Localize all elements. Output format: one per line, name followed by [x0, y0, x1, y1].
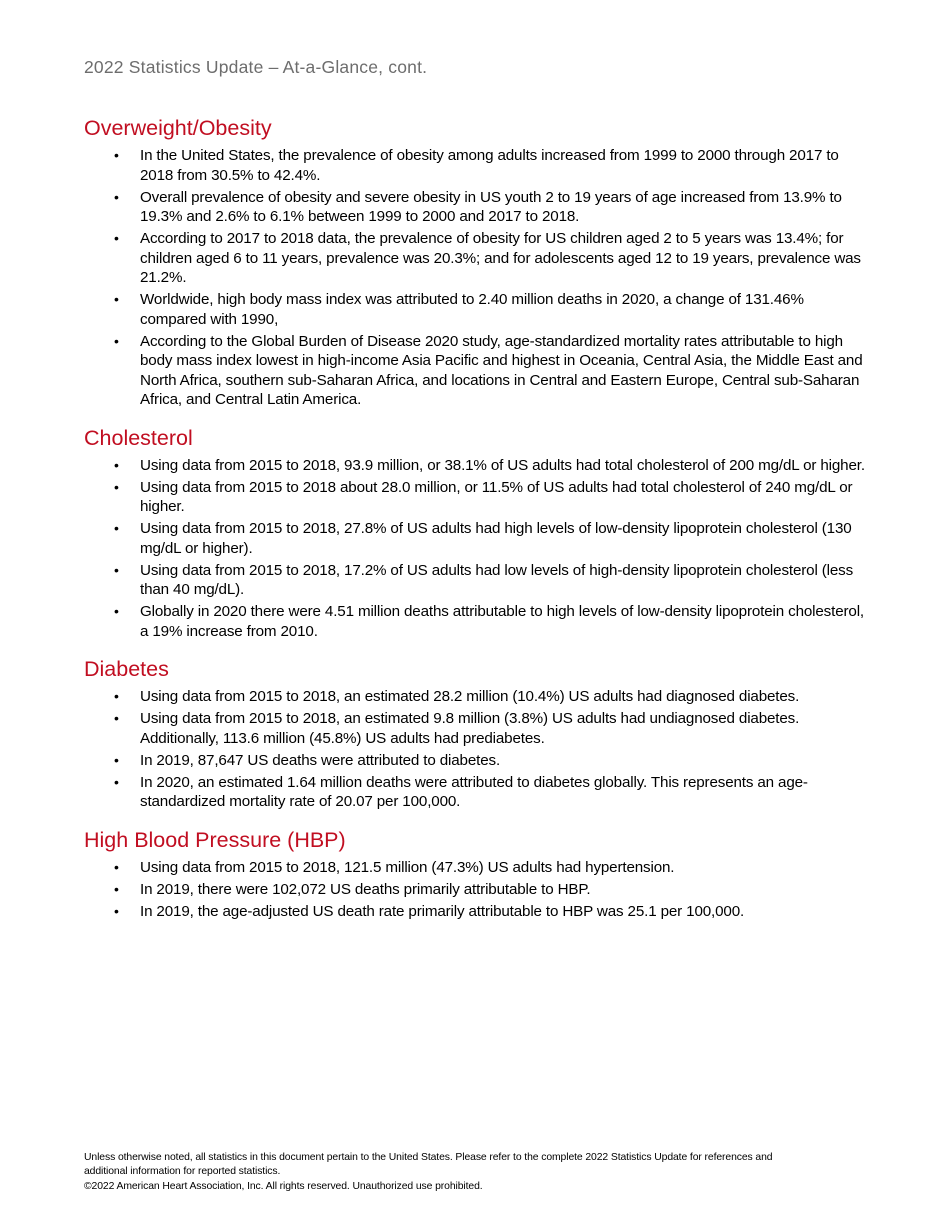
- list-item-text: According to the Global Burden of Disease 2020 study, age-standardized mortality rates attributable to high body mass index lowest in high-income Asia Pacific and highest in Oceania, Central Asia, the Middle East and North Africa, southern sub-Saharan Africa, and locations in Central and Eastern Europe, Central sub-Saharan Africa, and Central Latin America.: [140, 332, 863, 408]
- list-item-text: In 2020, an estimated 1.64 million deaths were attributed to diabetes globally. This represents an age-standardized mortality rate of 20.07 per 100,000.: [140, 773, 808, 810]
- bullet-icon: •: [114, 291, 119, 307]
- copyright-notice: ©2022 American Heart Association, Inc. All rights reserved. Unauthorized use prohibited.: [84, 1180, 483, 1192]
- list-item: [84, 229, 874, 288]
- list-item: [84, 456, 874, 476]
- bullet-icon: •: [114, 561, 119, 578]
- list-item: [84, 519, 874, 558]
- list-item-text: Worldwide, high body mass index was attributed to 2.40 million deaths in 2020, a change of 131.46% compared with 1990,: [140, 291, 804, 328]
- list-item-text: In 2019, 87,647 US deaths were attributed to diabetes.: [140, 751, 501, 769]
- list-item: [84, 332, 874, 410]
- bullet-icon: •: [114, 230, 119, 246]
- list-item-text: Globally in 2020 there were 4.51 million deaths attributable to high levels of low-density lipoprotein cholesterol, a 19% increase from 2010.: [140, 603, 864, 640]
- section-title: Overweight/Obesity: [84, 116, 272, 140]
- list-item: [84, 858, 874, 878]
- list-item-text: Using data from 2015 to 2018, 17.2% of US adults had low levels of high-density lipoprotein cholesterol (less than 40 mg/dL).: [140, 561, 854, 598]
- list-item-text: Using data from 2015 to 2018 about 28.0 million, or 11.5% of US adults had total cholesterol of 240 mg/dL or higher.: [140, 478, 853, 515]
- list-item: [84, 751, 874, 771]
- bullet-icon: •: [114, 456, 119, 473]
- footer-disclaimer: [84, 1151, 864, 1194]
- bullet-icon: •: [114, 710, 119, 726]
- list-item-text: In 2019, the age-adjusted US death rate primarily attributable to HBP was 25.1 per 100,000.: [140, 902, 745, 920]
- document-body: [84, 114, 874, 935]
- section-overweight-obesity: [84, 114, 874, 410]
- bullet-icon: •: [114, 520, 119, 536]
- bullet-icon: •: [114, 858, 119, 875]
- list-item-text: Overall prevalence of obesity and severe obesity in US youth 2 to 19 years of age increased from 13.9% to 19.3% and 2.6% to 6.1% between 1999 to 2000 and 2017 to 2018.: [140, 188, 842, 225]
- list-item-text: According to 2017 to 2018 data, the prevalence of obesity for US children aged 2 to 5 years was 13.4%; for children aged 6 to 11 years, prevalence was 20.3%; and for adolescents aged 12 to 19 years, prevalence was 21.2%.: [140, 230, 861, 286]
- list-item: [84, 902, 874, 922]
- list-item-text: Using data from 2015 to 2018, an estimated 28.2 million (10.4%) US adults had diagnosed diabetes.: [140, 688, 800, 705]
- bullet-icon: •: [114, 773, 119, 790]
- footer-line: additional information for reported statistics.: [84, 1166, 281, 1178]
- list-item: [84, 687, 874, 707]
- list-item-text: In the United States, the prevalence of obesity among adults increased from 1999 to 2000 through 2017 to 2018 from 30.5% to 42.4%.: [140, 147, 839, 184]
- bullet-icon: •: [114, 880, 119, 897]
- list-item-text: Using data from 2015 to 2018, 93.9 million, or 38.1% of US adults had total cholesterol of 200 mg/dL or higher.: [140, 456, 865, 474]
- list-item: [84, 773, 874, 812]
- list-item-text: Using data from 2015 to 2018, 27.8% of US adults had high levels of low-density lipoprotein cholesterol (130 mg/dL or higher).: [140, 520, 852, 557]
- bullet-icon: •: [114, 751, 119, 768]
- bullet-icon: •: [114, 147, 119, 163]
- bullet-list: [84, 146, 874, 410]
- list-item: [84, 188, 874, 227]
- section-cholesterol: [84, 424, 874, 642]
- page-header: 2022 Statistics Update – At-a-Glance, cont.: [84, 57, 428, 77]
- list-item: [84, 709, 874, 748]
- bullet-icon: •: [114, 603, 119, 619]
- list-item-text: In 2019, there were 102,072 US deaths primarily attributable to HBP.: [140, 880, 591, 898]
- bullet-list: [84, 687, 874, 812]
- section-diabetes: [84, 655, 874, 812]
- section-title: Diabetes: [84, 657, 169, 681]
- list-item: [84, 561, 874, 600]
- list-item-text: Using data from 2015 to 2018, 121.5 million (47.3%) US adults had hypertension.: [140, 858, 675, 876]
- list-item: [84, 290, 874, 329]
- bullet-icon: •: [114, 332, 119, 349]
- section-high-blood-pressure: [84, 826, 874, 922]
- section-title: High Blood Pressure (HBP): [84, 827, 346, 852]
- bullet-list: [84, 858, 874, 922]
- bullet-icon: •: [114, 902, 119, 919]
- list-item: [84, 602, 874, 641]
- list-item: [84, 478, 874, 517]
- bullet-icon: •: [114, 688, 119, 704]
- list-item-text: Using data from 2015 to 2018, an estimated 9.8 million (3.8%) US adults had undiagnosed diabetes. Additionally, 113.6 million (45.8%) US adults had prediabetes.: [140, 710, 800, 747]
- list-item: [84, 146, 874, 185]
- section-title: Cholesterol: [84, 425, 193, 450]
- bullet-icon: •: [114, 188, 119, 205]
- list-item: [84, 880, 874, 900]
- footer-line: Unless otherwise noted, all statistics in this document pertain to the United States. Please refer to the complete 2022 Statistics Update for references and: [84, 1152, 773, 1163]
- bullet-list: [84, 456, 874, 642]
- bullet-icon: •: [114, 478, 119, 495]
